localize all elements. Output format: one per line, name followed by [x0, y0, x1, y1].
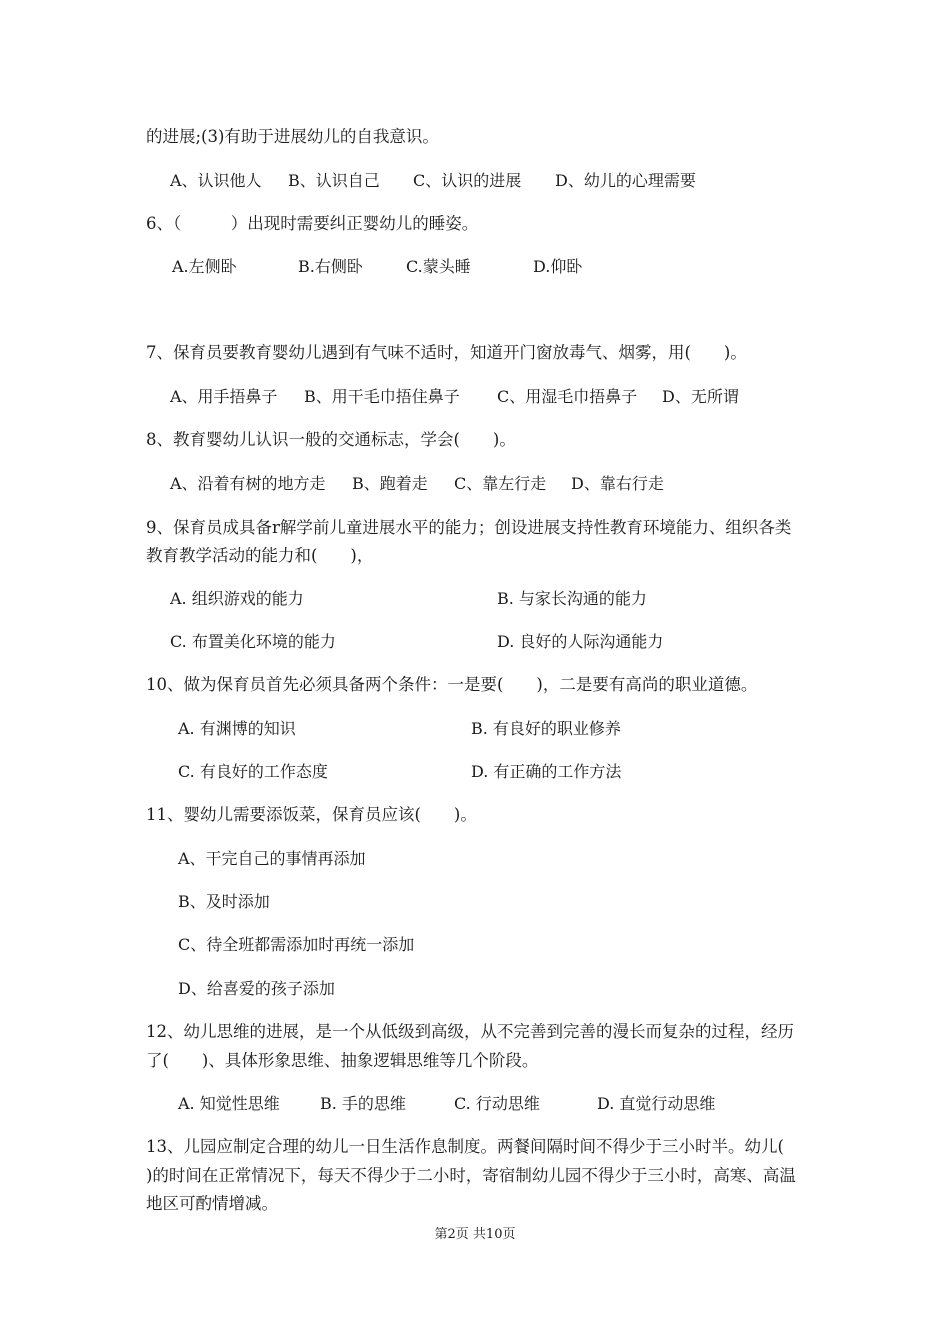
q7-option-c: C、用湿毛巾捂鼻子	[497, 387, 638, 406]
q11-option-c: C、待全班都需添加时再统一添加	[178, 935, 415, 954]
q5-option-a: A、认识他人	[170, 171, 262, 190]
q13-stem-line-2: )的时间在正常情况下，每天不得少于二小时，寄宿制幼儿园不得少于三小时，高寒、高温	[146, 1166, 796, 1185]
q7-option-a: A、用手捂鼻子	[170, 387, 278, 406]
q6-option-b: B.右侧卧	[298, 257, 363, 276]
q6-option-d: D.仰卧	[533, 257, 583, 276]
q11-option-d: D、给喜爱的孩子添加	[178, 979, 335, 998]
q7-option-d: D、无所谓	[662, 387, 739, 406]
q10-option-c: C. 有良好的工作态度	[178, 762, 328, 781]
q10-stem: 10、做为保育员首先必须具备两个条件：一是要( )，二是要有高尚的职业道德。	[146, 675, 758, 694]
q9-option-a: A. 组织游戏的能力	[170, 589, 304, 608]
q9-option-d: D. 良好的人际沟通能力	[497, 632, 664, 651]
q7-option-b: B、用干毛巾捂住鼻子	[304, 387, 460, 406]
q9-stem-line-1: 9、保育员成具备r解学前儿童进展水平的能力；创设进展支持性教育环境能力、组织各类	[146, 518, 792, 537]
q8-option-c: C、靠左行走	[454, 474, 547, 493]
q12-option-d: D. 直觉行动思维	[597, 1094, 716, 1113]
q12-stem-line-1: 12、幼儿思维的进展，是一个从低级到高级，从不完善到完善的漫长而复杂的过程，经历	[146, 1022, 794, 1041]
q11-option-a: A、干完自己的事情再添加	[178, 849, 366, 868]
q12-stem-line-2: 了( )、具体形象思维、抽象逻辑思维等几个阶段。	[146, 1051, 539, 1070]
q5-option-b: B、认识自己	[288, 171, 380, 190]
q5-option-d: D、幼儿的心理需要	[555, 171, 696, 190]
q12-option-b: B. 手的思维	[320, 1094, 406, 1113]
q8-option-a: A、沿着有树的地方走	[170, 474, 326, 493]
q6-option-c: C.蒙头睡	[406, 257, 471, 276]
q11-option-b: B、及时添加	[178, 892, 270, 911]
q11-stem: 11、婴幼儿需要添饭菜，保育员应该( )。	[146, 805, 477, 824]
q10-option-a: A. 有渊博的知识	[178, 719, 296, 738]
page-number-footer: 第2页 共10页	[434, 1227, 516, 1242]
q13-stem-line-1: 13、儿园应制定合理的幼儿一日生活作息制度。两餐间隔时间不得少于三小时半。幼儿(	[146, 1137, 784, 1156]
q8-option-b: B、跑着走	[352, 474, 428, 493]
q6-stem: 6、（ ）出现时需要纠正婴幼儿的睡姿。	[146, 214, 479, 233]
q5-stem-continuation: 的进展;(3)有助于进展幼儿的自我意识。	[146, 127, 439, 146]
q9-stem-line-2: 教育教学活动的能力和( )，	[146, 546, 374, 565]
q10-option-d: D. 有正确的工作方法	[471, 762, 622, 781]
q5-option-c: C、认识的进展	[413, 171, 522, 190]
q8-option-d: D、靠右行走	[571, 474, 664, 493]
q9-option-c: C. 布置美化环境的能力	[170, 632, 336, 651]
q7-stem: 7、保育员要教育婴幼儿遇到有气味不适时，知道开门窗放毒气、烟雾，用( )。	[146, 343, 747, 362]
q6-option-a: A.左侧卧	[172, 257, 237, 276]
q10-option-b: B. 有良好的职业修养	[471, 719, 621, 738]
q13-stem-line-3: 地区可酌情增减。	[146, 1194, 278, 1213]
q12-option-c: C. 行动思维	[454, 1094, 540, 1113]
q8-stem: 8、教育婴幼儿认识一般的交通标志，学会( )。	[146, 430, 516, 449]
q12-option-a: A. 知觉性思维	[178, 1094, 280, 1113]
q9-option-b: B. 与家长沟通的能力	[497, 589, 647, 608]
